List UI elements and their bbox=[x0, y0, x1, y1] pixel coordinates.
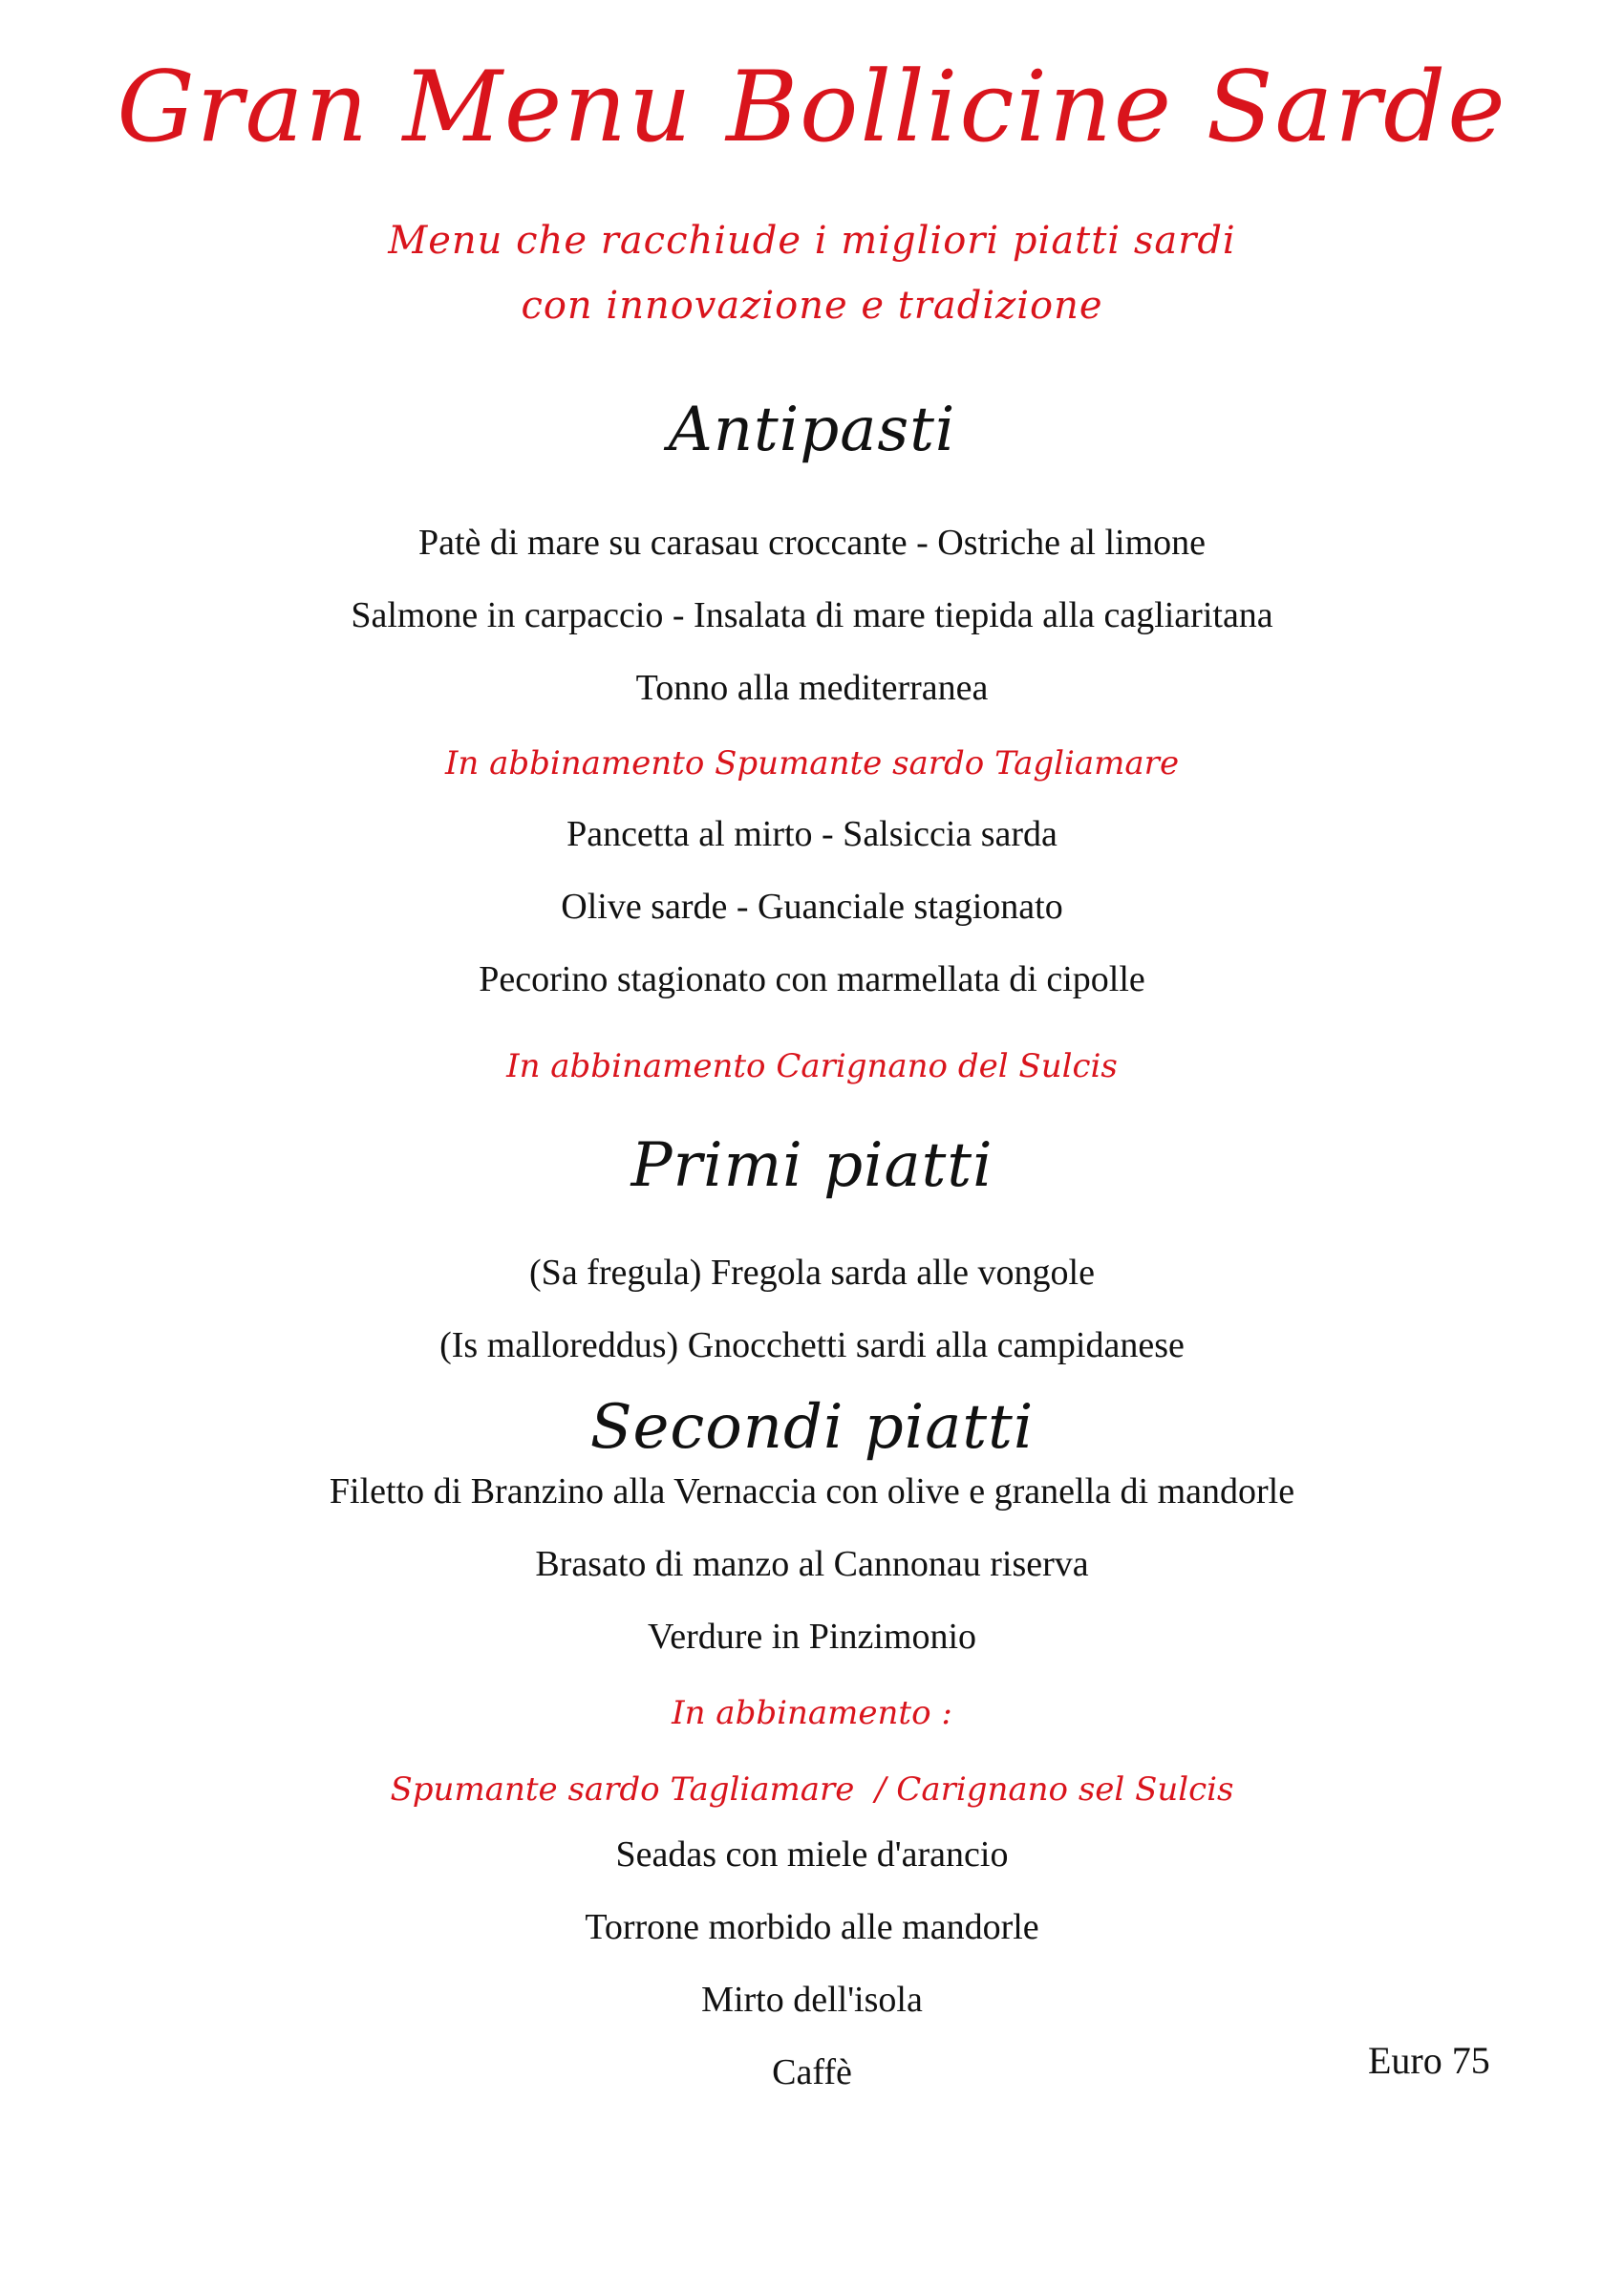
pairing-wines: Spumante sardo Tagliamare / Carignano sel Sulcis bbox=[390, 1770, 1234, 1809]
list-item: Mirto dell'isola bbox=[701, 1980, 923, 2020]
menu-subtitle-line2: con innovazione e tradizione bbox=[521, 284, 1103, 328]
list-item: Brasato di manzo al Cannonau riserva bbox=[535, 1544, 1089, 1584]
list-item: Verdure in Pinzimonio bbox=[647, 1617, 977, 1657]
list-item: Filetto di Branzino alla Vernaccia con olive e granella di mandorle bbox=[329, 1471, 1295, 1512]
pairing-note: In abbinamento Spumante sardo Tagliamare bbox=[444, 744, 1180, 783]
section-heading-secondi: Secondi piatti bbox=[589, 1392, 1035, 1463]
section-heading-primi: Primi piatti bbox=[630, 1130, 994, 1201]
pairing-note: In abbinamento Carignano del Sulcis bbox=[506, 1047, 1118, 1085]
list-item: Salmone in carpaccio - Insalata di mare tiepida alla cagliaritana bbox=[351, 595, 1273, 635]
list-item: Patè di mare su carasau croccante - Ostriche al limone bbox=[417, 523, 1206, 563]
menu-subtitle-line1: Menu che racchiude i migliori piatti sardi bbox=[388, 219, 1236, 263]
list-item: Torrone morbido alle mandorle bbox=[585, 1907, 1039, 1947]
list-item: Olive sarde - Guanciale stagionato bbox=[561, 887, 1063, 927]
list-item: (Is malloreddus) Gnocchetti sardi alla campidanese bbox=[439, 1325, 1185, 1365]
menu-title: Gran Menu Bollicine Sarde bbox=[117, 51, 1507, 164]
list-item: Tonno alla mediterranea bbox=[635, 668, 989, 708]
menu-price: Euro 75 bbox=[1368, 2039, 1490, 2082]
list-item: Caffè bbox=[772, 2052, 852, 2092]
list-item: (Sa fregula) Fregola sarda alle vongole bbox=[529, 1253, 1095, 1293]
section-heading-antipasti: Antipasti bbox=[668, 395, 956, 465]
list-item: Pecorino stagionato con marmellata di cipolle bbox=[479, 959, 1145, 999]
list-item: Seadas con miele d'arancio bbox=[615, 1834, 1009, 1875]
list-item: Pancetta al mirto - Salsiccia sarda bbox=[566, 814, 1058, 854]
pairing-label: In abbinamento : bbox=[672, 1694, 952, 1732]
